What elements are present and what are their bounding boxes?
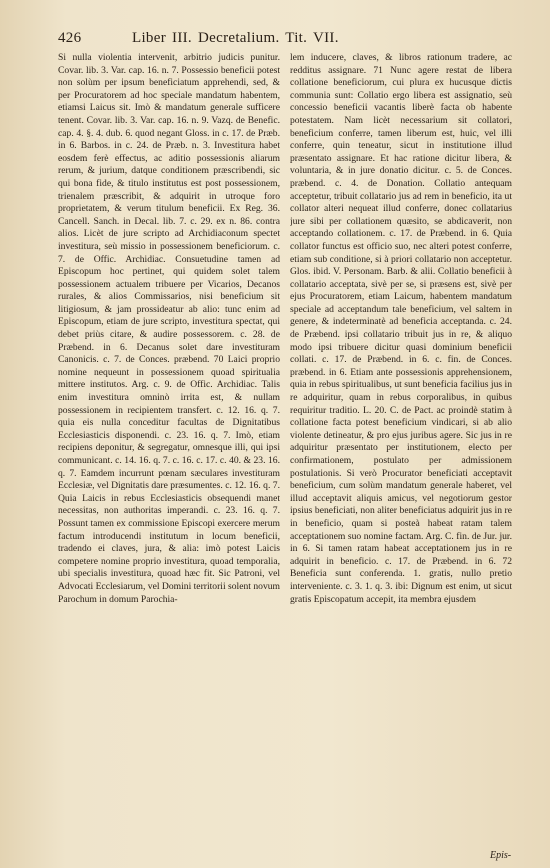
catchword: Epis-	[490, 850, 512, 861]
left-column	[58, 52, 280, 852]
left-column-text: Si nulla violentia intervenit, arbitrio judicis punitur. Covar. lib. 3. Var. cap. 16. n. 7. Possessio beneficii potest non solùm per ipsum beneficiatum apprehendi, sed, & per Procuratorem ad hoc speciale mandatum habentem, etiamsi Laicus sit. Imò & mandatum generale sufficere tenent. Covar. lib. 3. Var. cap. 16. n. 9. Vazq. de Benefic. cap. 4. §. 4. dub. 6. quod negant Gloss. in c. 17. de Præb. in 6. Barbos. in c. 24. de Præb. n. 3. Investitura habet eosdem ferè effectus, ac aditio possessionis aliarum rerum, & jurium, datque conditionem præscribendi, sic qui bona fide, & titulo institutus est post possessionem, trienalem præscribit, & adquirit in utroque foro proprietatem, & verum titulum beneficii. Ex Reg. 36. Cancell. Sanch. in Decal. lib. 7. c. 29. ex n. 86. contra alios. Licèt de jure scripto ad Archidiaconum spectet investitura, seù missio in possessionem beneficiorum. c. 7. de Offic. Archidiac. Consuetudine tamen ad Episcopum hoc pertinet, qui quidem solet talem possessionem actualem tribuere per Vicarios, Decanos rurales, & alios Commissarios, nisi beneficium sit litigiosum, & jam prossideatur ab alio: tunc enim ad Episcopum, etiam de jure scripto, investitura spectat, qui debet priùs citare, & audire possessorem. c. 28. de Præbend. in 6. Decanus solet dare investituram Canonicis. c. 7. de Conces. præbend. 70 Laici proprio nomine nequeunt in possessionem quoad spiritualia mittere institutos. Arg. c. 9. de Offic. Archidiac. Talis enim investitura omninò irrita est, & nullam possessionem in recipientem transfert. c. 12. 16. q. 7. quia eis nulla conceditur facultas de Dignitatibus Ecclesiasticis disponendi. c. 23. 16. q. 7. Imò, etiam recipiens deponitur, & segregatur, omnesque illi, qui ipsi communicant. c. 14. 16. q. 7. c. 16. c. 17. c. 40. & 23. 16. q. 7. Eamdem incurrunt pœnam sæculares investituram Ecclesiæ, vel Dignitatis dare præsumentes. c. 12. 16. q. 7. Quia Laicis in rebus Ecclesiasticis obsequendi manet necessitas, non authoritas imperandi. c. 23. 16. q. 7. Possunt tamen ex commissione Episcopi exercere merum factum introducendi institutum in locum beneficii, tradendo ei claves, jura, & alia: imò potest Laicis competere nomine proprio investitura, quoad temporalia, ubi specialis investitura, quoad hæc fit. Sic Patroni, vel Advocati Ecclesiarum, vel Domini territorii solent novum Parochum in domum Parochia-	[58, 52, 280, 605]
right-column-text: lem inducere, claves, & libros rationum tradere, ac redditus assignare. 71 Nunc agere restat de libera collatione beneficiorum, cui plura ex hucusque dictis communia sunt: Collatio ergo libera est assignatio, seù concessio beneficii vacantis liberè facta ob habente potestatem. Nam licèt necessarium sit collatori, beneficium conferre, tamen liberum est, huic, vel illi conferre, quin teneatur, sicut in institutione illud præsentato assignare. Et hac ratione dicitur libera, & voluntaria, & in jure donatio dicitur. c. 5. de Conces. præbend. c. 4. de Donation. Collatio antequam acceptetur, tribuit collatario jus ad rem in beneficio, ita ut collator alteri nequeat illud conferre, donec collatarius jure sibi per collationem quæsito, se abdicaverit, non acceptando collationem. c. 17. de Præbend. in 6. Quia collator functus est officio suo, nec alteri potest conferre, etiam sub conditione, si à priori collatario non acceptetur. Glos. ibid. V. Personam. Barb. & alii. Collatio beneficii à collatario acceptata, sivè per se, si præsens est, sivè per ejus Procuratorem, etiam Laicum, habentem mandatum speciale ad acceptandum tale beneficium, vel saltem in genere, & indeterminatè ad beneficia acceptanda. c. 24. de Præbend. ipsi collatario tribuit jus in re, & aliquo modo ipsi tribuere dicitur quasi dominium beneficii collati. c. 17. de Præbend. in 6. c. fin. de Conces. præbend. in 6. Etiam ante possessionis apprehensionem, quia in rebus spiritualibus, ut sunt beneficia facilius jus in re adquiritur, quam in rebus corporalibus, in quibus requiritur traditio. L. 20. C. de Pact. ac proindè statim à collatione facta potest beneficium vindicari, si ab alio violente detineatur, & pro ejus juribus agere. Sic jus in re adquiritur præsentato per institutionem, electo per confirmationem, postulato per admissionem postulationis. Si verò Procurator beneficiati acceptavit beneficium, cum solùm mandatum generale haberet, vel illud acceptavit aliquis amicus, vel negotiorum gestor ipsius beneficiati, non aliter beneficiatus adquirit jus in re in beneficio, quam si posteà habeat ratam talem acceptationem suo nomine factam. Arg. C. fin. de Jur. jur. in 6. Si tamen ratam habeat acceptationem jus in re adquirit in beneficio. c. 17. de Præbend. in 6. 72 Beneficia sunt conferenda. 1. gratis, nullo pretio interveniente. c. 3. 1. q. 3. ibi: Dignum est enim, ut sicut gratis Episcopatum accepit, ita membra ejusdem	[290, 52, 512, 605]
right-column	[290, 52, 512, 852]
running-title: Liber III. Decretalium. Tit. VII.	[132, 30, 339, 46]
running-header	[58, 30, 518, 52]
page-number: 426	[58, 30, 82, 46]
